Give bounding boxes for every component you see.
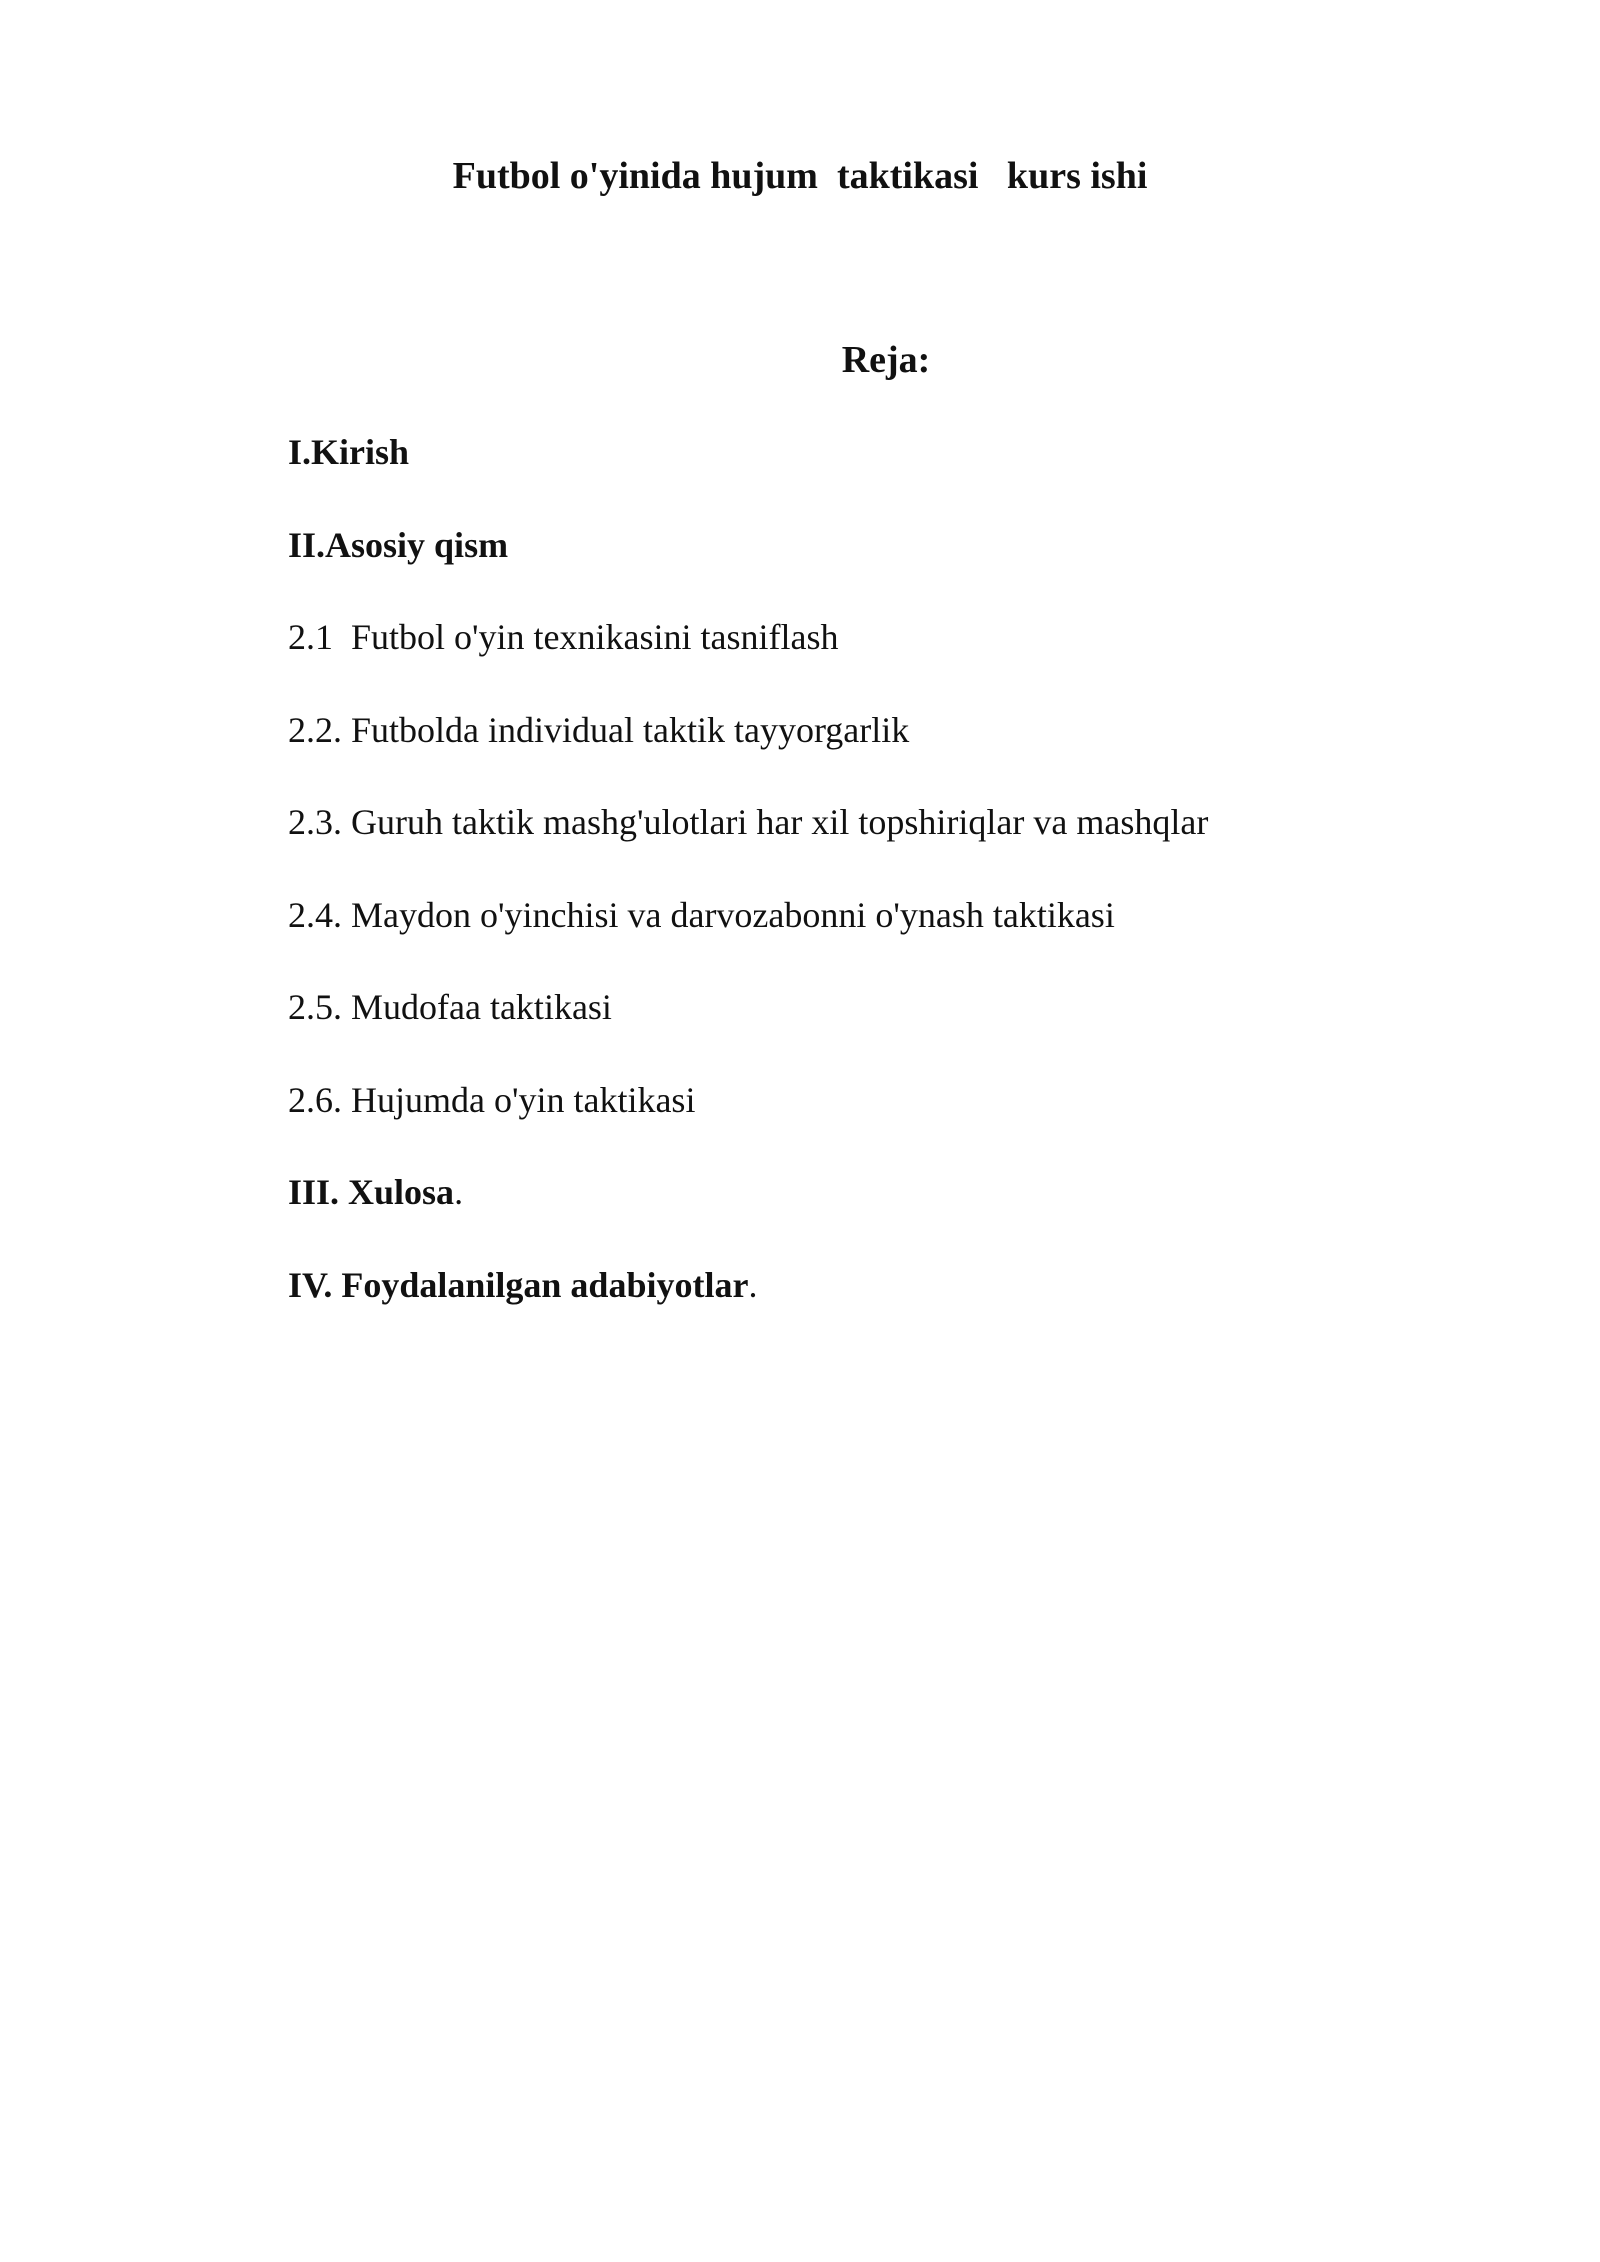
plan-heading: Reja: [841,339,931,381]
toc-item [288,428,1488,521]
toc-item-text: II.Asosiy qism [288,524,509,565]
table-of-contents [288,428,1488,1353]
toc-item-suffix: . [454,1172,464,1212]
toc-item-text: I.Kirish [288,432,410,472]
toc-item-suffix: . [748,1264,758,1305]
toc-item-text: 2.6. Hujumda o'yin taktikasi [288,1079,696,1120]
toc-item-text: 2.2. Futbolda individual taktik tayyorgarlik [288,709,910,750]
toc-item [288,891,1488,984]
toc-item-text: 2.5. Mudofaa taktikasi [288,987,612,1027]
toc-item [288,521,1488,614]
document-title: Futbol o'yinida hujum taktikasi kurs ishi [452,155,1148,197]
toc-item [288,706,1488,799]
toc-item-text: IV. Foydalanilgan adabiyotlar [288,1264,749,1305]
toc-item [288,1076,1488,1169]
toc-item-text: 2.3. Guruh taktik mashg'ulotlari har xil topshiriqlar va mashqlar [288,802,1209,842]
toc-item-text: 2.1 Futbol o'yin texnikasini tasniflash [288,617,839,657]
toc-item [288,1261,1488,1354]
toc-item-text: III. Xulosa [288,1172,455,1212]
toc-item [288,613,1488,706]
toc-item [288,983,1488,1076]
toc-item [288,1168,1488,1261]
toc-item [288,798,1488,891]
toc-item-text: 2.4. Maydon o'yinchisi va darvozabonni o'ynash taktikasi [288,894,1115,935]
